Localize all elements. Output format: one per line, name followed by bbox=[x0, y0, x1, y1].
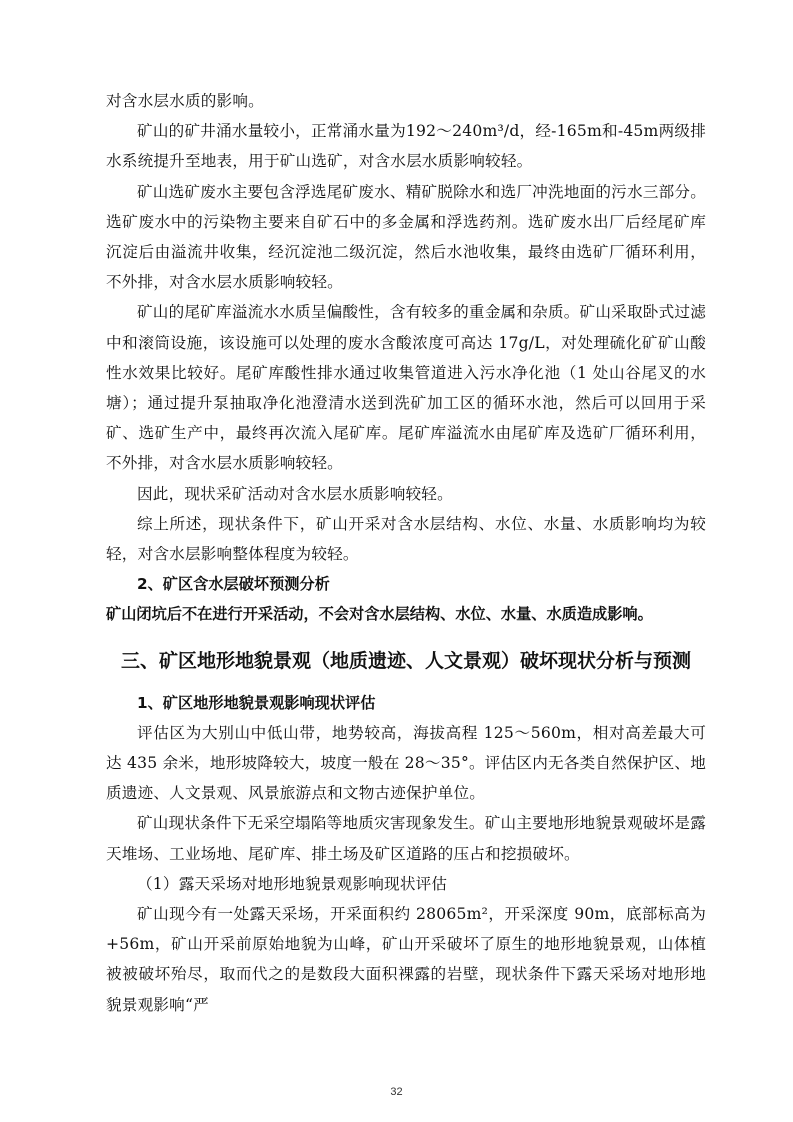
bold-statement: 矿山闭坑后不在进行开采活动，不会对含水层结构、水位、水量、水质造成影响。 bbox=[106, 605, 653, 624]
section-heading-landform-assessment: 1、矿区地形地貌景观影响现状评估 bbox=[137, 693, 376, 712]
chapter-heading-landform: 三、矿区地形地貌景观（地质遗迹、人文景观）破坏现状分析与预测 bbox=[120, 649, 691, 672]
page-number: 32 bbox=[390, 1086, 403, 1098]
paragraph-beneficiation-wastewater: 矿山选矿废水主要包含浮选尾矿废水、精矿脱除水和选厂冲洗地面的污水三部分。选矿废水中的污染物主要来自矿石中的多金属和浮选药剂。选矿废水出厂后经尾矿库沉淀后由溢流井收集，经沉淀池二级沉淀，然后水池收集，最终由选矿厂循环利用，不外排，对含水层水质影响较轻。 bbox=[106, 182, 706, 292]
paragraph-conclusion-quality: 因此，现状采矿活动对含水层水质影响较轻。 bbox=[137, 484, 453, 503]
section-heading-aquifer-prediction: 2、矿区含水层破坏预测分析 bbox=[137, 575, 330, 594]
sub-heading-open-pit: （1）露天采场对地形地貌景观影响现状评估 bbox=[137, 874, 448, 893]
paragraph-continuation: 对含水层水质的影响。 bbox=[106, 92, 264, 110]
paragraph-landform-damage: 矿山现状条件下无采空塌陷等地质灾害现象发生。矿山主要地形地貌景观破坏是露天堆场、工业场地、尾矿库、排土场及矿区道路的压占和挖损破坏。 bbox=[106, 814, 706, 863]
document-body bbox=[106, 86, 706, 1020]
paragraph-assessment-area: 评估区为大别山中低山带，地势较高，海拔高程 125～560m，相对高差最大可达 435 余米，地形坡降较大，坡度一般在 28～35°。评估区内无各类自然保护区、地质遗迹、人文景观、风景旅游点和文物古迹保护单位。 bbox=[106, 723, 706, 803]
paragraph-summary: 综上所述，现状条件下，矿山开采对含水层结构、水位、水量、水质影响均为较轻，对含水层影响整体程度为较轻。 bbox=[106, 514, 706, 564]
paragraph-tailings-overflow: 矿山的尾矿库溢流水水质呈偏酸性，含有较多的重金属和杂质。矿山采取卧式过滤中和滚筒设施，该设施可以处理的废水含酸浓度可高达 17g/L，对处理硫化矿矿山酸性水效果比较好。尾矿库酸性排水通过收集管道进入污水净化池（1 处山谷尾叉的水塘）；通过提升泵抽取净化池澄清水送到洗矿加工区的循环水池，然后可以回用于采矿、选矿生产中，最终再次流入尾矿库。尾矿库溢流水由尾矿库及选矿厂循环利用，不外排，对含水层水质影响较轻。 bbox=[106, 303, 706, 473]
paragraph-mine-water: 矿山的矿井涌水量较小，正常涌水量为192～240m³/d，经-165m和-45m两级排水系统提升至地表，用于矿山选矿，对含水层水质影响较轻。 bbox=[106, 122, 706, 171]
paragraph-open-pit: 矿山现今有一处露天采场，开采面积约 28065m²，开采深度 90m，底部标高为+56m，矿山开采前原始地貌为山峰，矿山开采破坏了原生的地形地貌景观，山体植被被破坏殆尽，取而代之的是数段大面积裸露的岩壁，现状条件下露天采场对地形地貌景观影响“严 bbox=[106, 905, 706, 1014]
